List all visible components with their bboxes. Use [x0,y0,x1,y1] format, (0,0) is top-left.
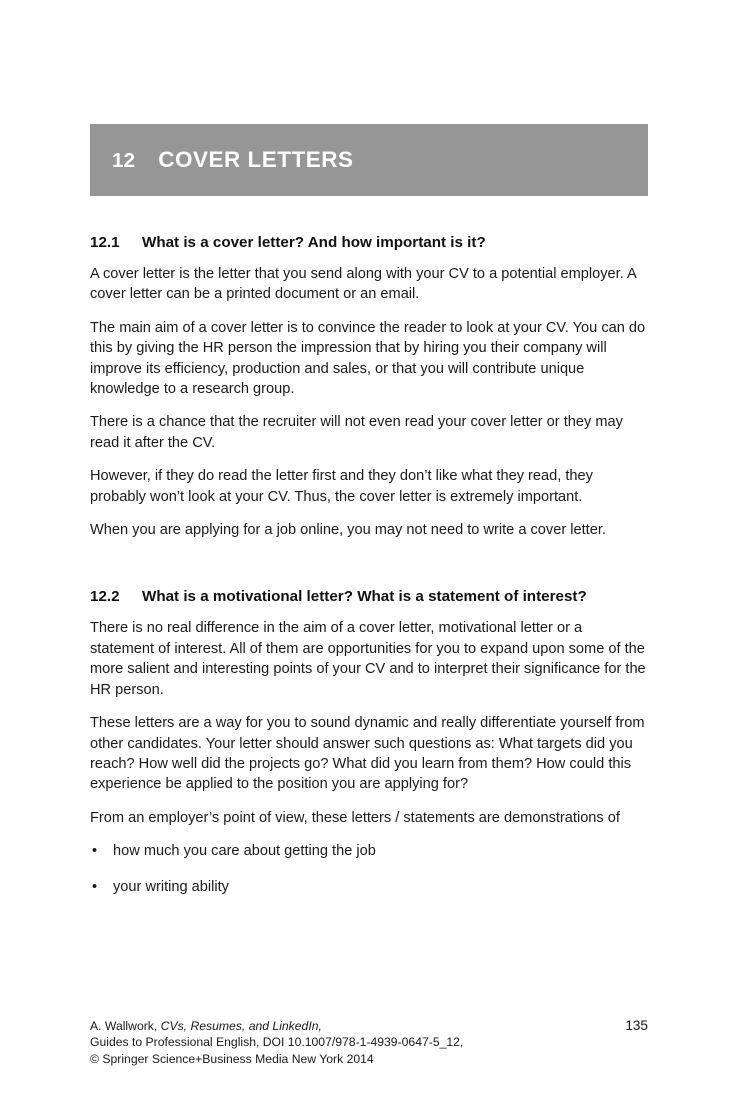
section-title: What is a cover letter? And how important is it? [142,234,486,251]
footer-author: A. Wallwork, [90,1019,161,1033]
section-12-2 [90,586,648,896]
paragraph: The main aim of a cover letter is to convince the reader to look at your CV. You can do this by giving the HR person the impression that by hiring you their company will improve its efficiency, production and sales, or that you will contribute unique knowledge to a research group. [90,319,646,398]
bullet-icon: • [92,843,98,860]
chapter-title-row [112,147,353,173]
list-item-label: how much you care about getting the job [113,843,376,860]
section-heading-12-1 [90,232,648,253]
bullet-list [90,841,648,897]
paragraph: A cover letter is the letter that you send along with your CV to a potential employer. A cover letter can be a printed document or an email. [90,266,636,303]
paragraph: These letters are a way for you to sound dynamic and really differentiate yourself from other candidates. Your letter should answer such questions as: What targets did you reach? How well did the projects go? What did you learn from them? How could this experience be applied to the position you are applying for? [90,715,645,793]
chapter-number: 12 [112,149,136,172]
paragraph: However, if they do read the letter first and they don’t like what they read, they probably won’t look at your CV. Thus, the cover letter is extremely important. [90,468,593,505]
section-number: 12.1 [90,234,120,251]
paragraph: There is a chance that the recruiter will not even read your cover letter or they may read it after the CV. [90,414,623,451]
list-item [90,841,648,861]
footer-line-3: © Springer Science+Business Media New York 2014 [90,1051,374,1066]
footer-citation [90,1018,648,1067]
chapter-title: COVER LETTERS [158,147,354,172]
section-title: What is a motivational letter? What is a statement of interest? [142,588,587,606]
page-footer [90,1018,648,1067]
footer-book-title: CVs, Resumes, and LinkedIn, [160,1019,322,1033]
bullet-icon: • [92,878,98,895]
list-item [90,877,648,897]
section-12-1 [90,232,648,540]
footer-line-1 [90,1018,648,1034]
footer-line-2: Guides to Professional English, DOI 10.1007/978-1-4939-0647-5_12, [90,1035,464,1050]
chapter-banner [90,124,648,196]
page-number: 135 [625,1018,648,1033]
page-content [90,232,648,912]
list-item-label: your writing ability [113,878,229,895]
paragraph: When you are applying for a job online, you may not need to write a cover letter. [90,522,606,539]
section-number: 12.2 [90,588,120,606]
paragraph: From an employer’s point of view, these letters / statements are demonstrations of [90,809,620,826]
section-heading-12-2 [90,586,648,607]
paragraph: There is no real difference in the aim of a cover letter, motivational letter or a statement of interest. All of them are opportunities for you to expand upon some of the more salient and interesting points of your CV and to interpret their significance for the HR person. [90,620,646,698]
